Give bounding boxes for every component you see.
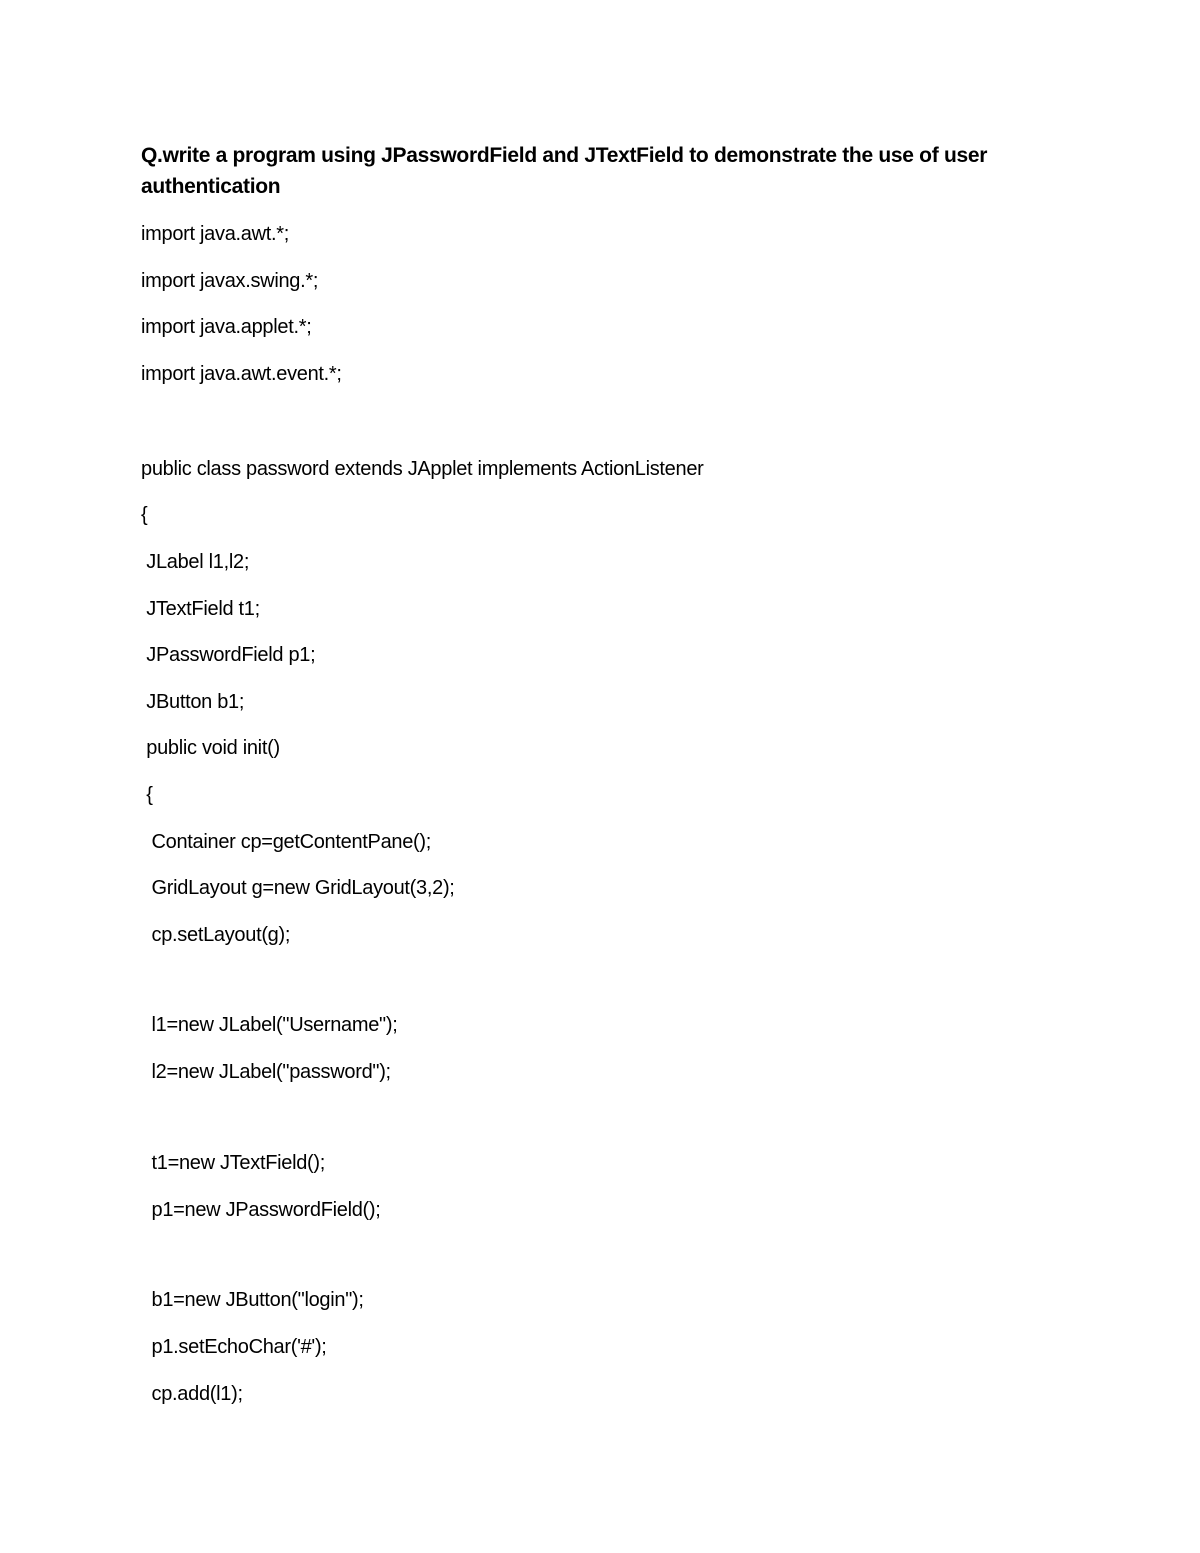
code-line: cp.setLayout(g); <box>141 924 291 946</box>
code-line: JLabel l1,l2; <box>141 551 250 573</box>
code-line: import java.applet.*; <box>141 316 312 338</box>
code-line: JPasswordField p1; <box>141 644 316 666</box>
code-line: import java.awt.*; <box>141 223 289 245</box>
code-line: { <box>141 784 153 806</box>
code-line: public class password extends JApplet implements ActionListener <box>141 458 704 480</box>
code-line: l1=new JLabel("Username"); <box>141 1014 398 1036</box>
code-line: import java.awt.event.*; <box>141 363 342 385</box>
code-line: Container cp=getContentPane(); <box>141 831 432 853</box>
code-line: b1=new JButton("login"); <box>141 1289 364 1311</box>
code-line: t1=new JTextField(); <box>141 1152 326 1174</box>
code-line: l2=new JLabel("password"); <box>141 1061 391 1083</box>
code-line: GridLayout g=new GridLayout(3,2); <box>141 877 455 899</box>
code-line: JButton b1; <box>141 691 245 713</box>
code-line: p1.setEchoChar('#'); <box>141 1336 327 1358</box>
code-line: { <box>141 504 148 526</box>
code-line: public void init() <box>141 737 280 759</box>
code-line: import javax.swing.*; <box>141 270 319 292</box>
code-line: p1=new JPasswordField(); <box>141 1199 381 1221</box>
question-heading: Q.write a program using JPasswordField and JTextField to demonstrate the use of user authentication <box>141 144 988 198</box>
code-line: JTextField t1; <box>141 598 260 620</box>
code-line: cp.add(l1); <box>141 1383 243 1405</box>
